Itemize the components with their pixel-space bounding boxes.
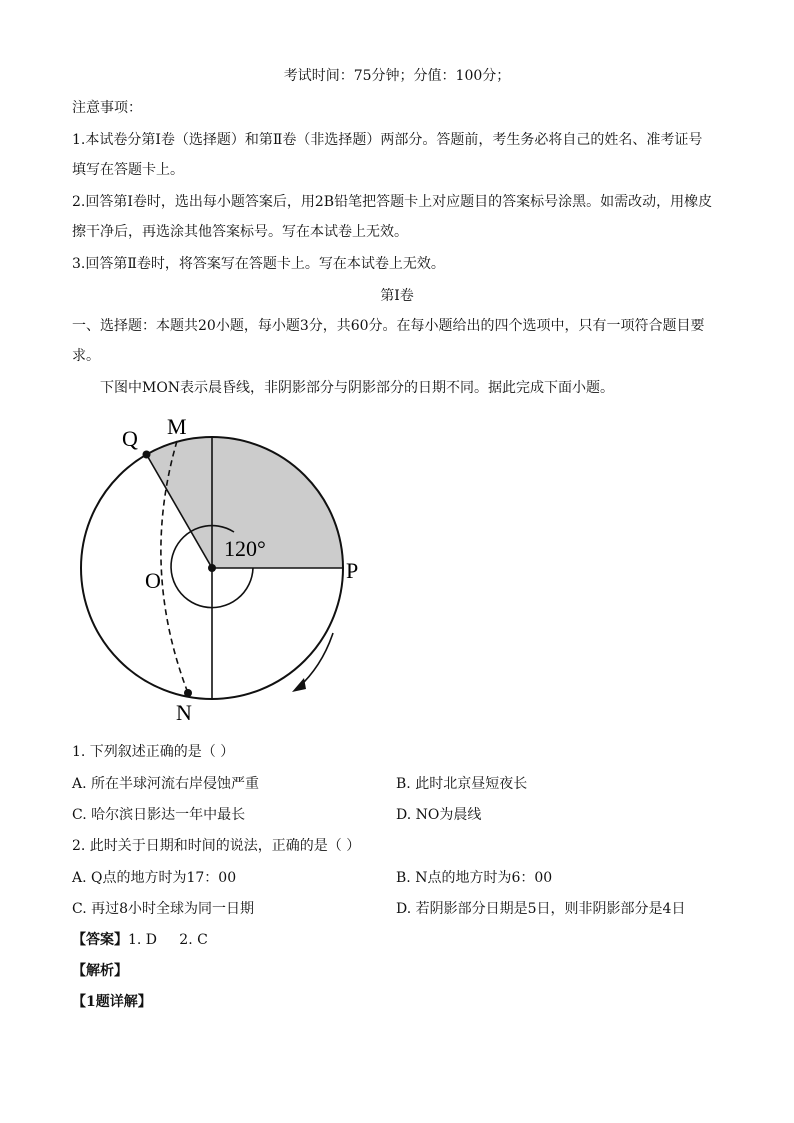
label-p: P [346,558,359,583]
question-1-option-a: A. 所在半球河流右岸侵蚀严重 [72,776,260,792]
note-item-1-line-1: 1.本试卷分第Ⅰ卷（选择题）和第Ⅱ卷（非选择题）两部分。答题前，考生务必将自己的姓名、准考证号 [72,132,703,148]
point-q [143,451,151,459]
note-item-1-line-2: 填写在答题卡上。 [72,162,184,178]
notes-title: 注意事项： [72,100,142,116]
question-1-option-d: D. NO为晨线 [396,807,482,823]
detail-label: 【1题详解】 [72,994,152,1010]
label-n: N [176,700,192,725]
answer-text: 1. D 2. C [128,932,208,948]
volume-title: 第Ⅰ卷 [380,288,414,304]
analysis-label: 【解析】 [72,963,128,979]
question-2-stem: 2. 此时关于日期和时间的说法，正确的是（ ） [72,838,361,854]
terminator-diagram [70,408,390,728]
question-2-option-a: A. Q点的地方时为17：00 [72,870,237,886]
question-2-option-d: D. 若阴影部分日期是5日，则非阴影部分是4日 [396,901,686,917]
angle-label: 120° [224,536,266,561]
question-1-stem: 1. 下列叙述正确的是（ ） [72,744,235,760]
question-2-option-c: C. 再过8小时全球为同一日期 [72,901,255,917]
label-o: O [145,568,161,593]
note-item-2-line-2: 擦干净后，再选涂其他答案标号。写在本试卷上无效。 [72,224,408,240]
note-item-2-line-1: 2.回答第Ⅰ卷时，选出每小题答案后，用2B铅笔把答题卡上对应题目的答案标号涂黑。如需改动，用橡皮 [72,194,713,210]
label-q: Q [122,426,138,451]
question-2-option-b: B. N点的地方时为6：00 [396,870,553,886]
point-o [208,564,216,572]
point-n [184,689,192,697]
label-m: M [167,414,187,439]
rotation-arrowhead-icon [292,678,306,692]
answer-line [72,930,208,950]
answer-label: 【答案】 [72,932,128,948]
question-1-option-c: C. 哈尔滨日影达一年中最长 [72,807,246,823]
section-heading-line-2: 求。 [72,348,100,364]
exam-info: 考试时间：75分钟；分值：100分； [283,68,511,84]
section-heading-line-1: 一、选择题：本题共20小题，每小题3分，共60分。在每小题给出的四个选项中，只有一项符合题目要 [72,318,705,334]
question-1-option-b: B. 此时北京昼短夜长 [396,776,528,792]
figure-intro: 下图中MON表示晨昏线，非阴影部分与阴影部分的日期不同。据此完成下面小题。 [100,380,615,396]
note-item-3: 3.回答第Ⅱ卷时，将答案写在答题卡上。写在本试卷上无效。 [72,256,445,272]
